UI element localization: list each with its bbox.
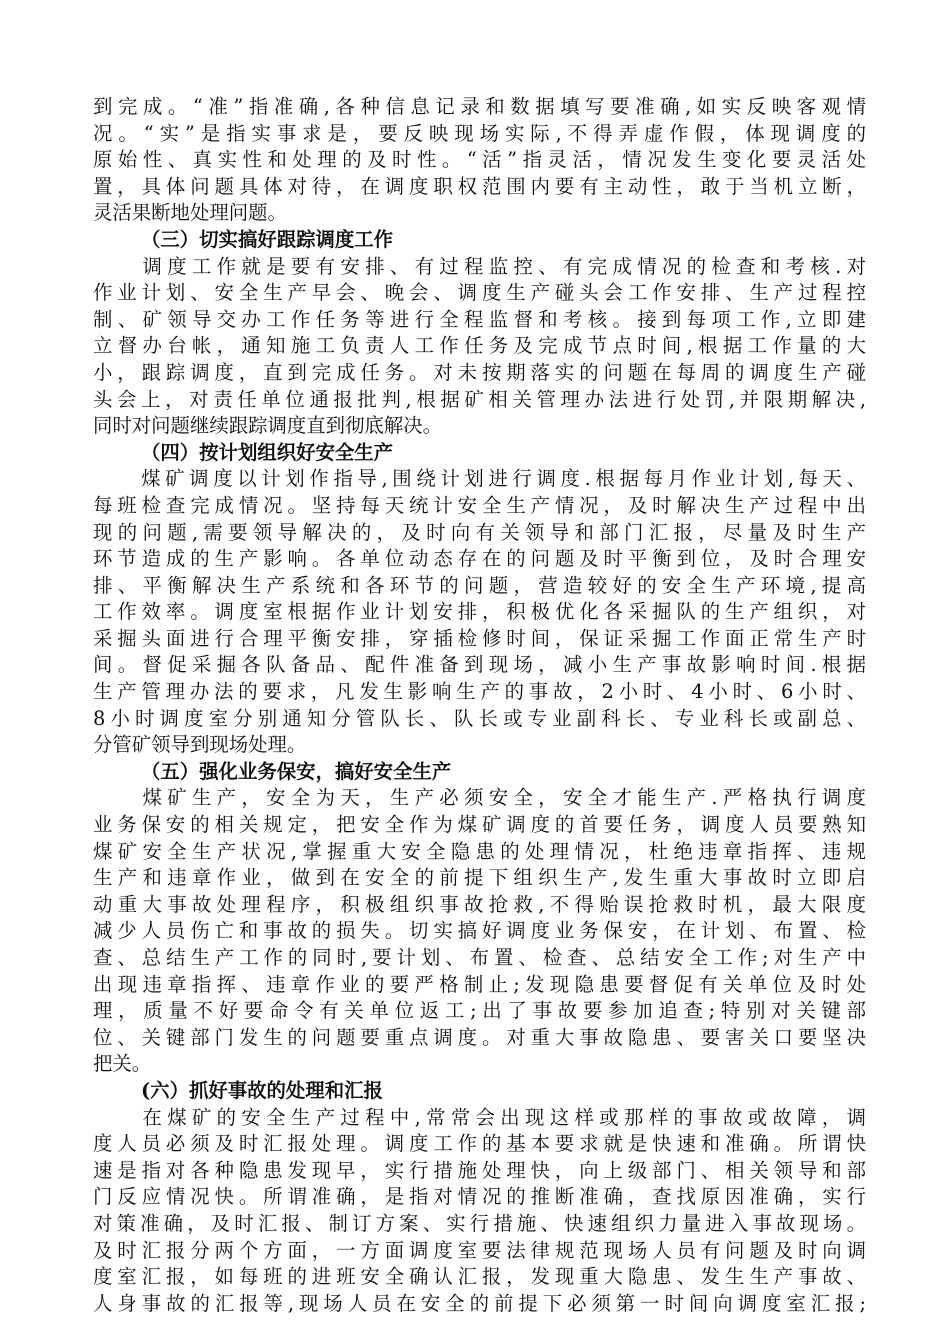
text-line: 灵活果断地处理问题。 (93, 201, 287, 225)
text-line: 现的问题,需要领导解决的，及时向有关领导和部门汇报，尽量及时生产 (93, 520, 866, 544)
text-line: 出现违章指挥、违章作业的要严格制止;发现隐患要督促有关单位及时处 (93, 972, 866, 996)
text-line: 况。“实”是指实事求是，要反映现场实际,不得弄虚作假，体现调度的 (93, 121, 866, 145)
section-5 (93, 759, 866, 1078)
text-line: 把关。 (93, 1052, 152, 1076)
text-line: 调度工作就是要有安排、有过程监控、有完成情况的检查和考核.对 (93, 254, 866, 278)
text-line: 间。督促采掘各队备品、配件准备到现场，减小生产事故影响时间.根据 (93, 653, 866, 677)
paragraph-continuation (93, 94, 866, 227)
text-line: 制、矿领导交办工作任务等进行全程监督和考核。接到每项工作,立即建 (93, 307, 866, 331)
section-4 (93, 440, 866, 759)
text-line: 小，跟踪调度，直到完成任务。对未按期落实的问题在每周的调度生产碰 (93, 360, 866, 384)
text-line: 立督办台帐，通知施工负责人工作任务及完成节点时间,根据工作量的大 (93, 334, 866, 358)
text-line: 及时汇报分两个方面，一方面调度室要法律规范现场人员有问题及时向调 (93, 1238, 866, 1262)
text-line: 理，质量不好要命令有关单位返工;出了事故要参加追查;特别对关键部 (93, 999, 866, 1023)
section-heading: （四）按计划组织好安全生产 (141, 440, 394, 464)
text-line: 度人员必须及时汇报处理。调度工作的基本要求就是快速和准确。所谓快 (93, 1132, 866, 1156)
text-line: 煤矿调度以计划作指导,围绕计划进行调度.根据每月作业计划,每天、 (93, 467, 866, 491)
text-line: 头会上，对责任单位通报批判,根据矿相关管理办法进行处罚,并限期解决, (93, 387, 866, 411)
section-3 (93, 227, 866, 440)
text-line: 煤矿生产，安全为天，生产必须安全，安全才能生产.严格执行调度 (93, 786, 866, 810)
text-line: 度室汇报，如每班的进班安全确认汇报，发现重大隐患、发生生产事故、 (93, 1265, 866, 1289)
text-line: 速是指对各种隐患发现早，实行措施处理快，向上级部门、相关领导和部 (93, 1158, 866, 1182)
text-line: 查、总结生产工作的同时,要计划、布置、检查、总结安全工作;对生产中 (93, 946, 866, 969)
section-heading: （五）强化业务保安，搞好安全生产 (141, 759, 452, 783)
text-line: 生产和违章作业，做到在安全的前提下组织生产,发生重大事故时立即启 (93, 866, 866, 890)
text-line: 同时对问题继续跟踪调度直到彻底解决。 (93, 414, 443, 438)
text-line: 原始性、真实性和处理的及时性。“活”指灵活，情况发生变化要灵活处 (93, 148, 866, 172)
text-line: 8小时调度室分别通知分管队长、队长或专业副科长、专业科长或副总、 (93, 706, 866, 730)
text-line: 在煤矿的安全生产过程中,常常会出现这样或那样的事故或故障，调 (93, 1105, 866, 1129)
text-line: 生产管理办法的要求，凡发生影响生产的事故，2小时、4小时、6小时、 (93, 680, 866, 704)
text-line: 排、平衡解决生产系统和各环节的问题，营造较好的安全生产环境,提高 (93, 573, 866, 597)
text-line: 环节造成的生产影响。各单位动态存在的问题及时平衡到位，及时合理安 (93, 547, 866, 571)
text-line: 每班检查完成情况。坚持每天统计安全生产情况，及时解决生产过程中出 (93, 493, 866, 517)
text-line: 作业计划、安全生产早会、晚会、调度生产碰头会工作安排、生产过程控 (93, 281, 866, 305)
text-line: 对策准确，及时汇报、制订方案、实行措施、快速组织力量进入事故现场。 (93, 1211, 866, 1235)
text-line: 人身事故的汇报等,现场人员在安全的前提下必须第一时间向调度室汇报; (93, 1291, 866, 1315)
text-line: 工作效率。调度室根据作业计划安排，积极优化各采掘队的生产组织，对 (93, 600, 866, 624)
text-line: 动重大事故处理程序，积极组织事故抢救,不得贻误抢救时机，最大限度 (93, 892, 866, 916)
text-line: 煤矿安全生产状况,掌握重大安全隐患的处理情况，杜绝违章指挥、违规 (93, 839, 866, 863)
text-line: 到完成。“准”指准确,各种信息记录和数据填写要准确,如实反映客观情 (93, 95, 866, 118)
section-heading: （三）切实搞好跟踪调度工作 (141, 227, 394, 251)
text-line: 门反应情况快。所谓准确，是指对情况的推断准确，查找原因准确，实行 (93, 1185, 866, 1209)
text-line: 位、关键部门发生的问题要重点调度。对重大事故隐患、要害关口要坚决 (93, 1025, 866, 1049)
text-line: 采掘头面进行合理平衡安排，穿插检修时间，保证采掘工作面正常生产时 (93, 626, 866, 650)
section-heading: (六）抓好事故的处理和汇报 (141, 1078, 383, 1102)
text-line: 置，具体问题具体对待，在调度职权范围内要有主动性，敢于当机立断， (93, 174, 866, 198)
text-line: 减少人员伤亡和事故的损失。切实搞好调度业务保安，在计划、布置、检 (93, 919, 866, 943)
text-line: 业务保安的相关规定，把安全作为煤矿调度的首要任务，调度人员要熟知 (93, 813, 866, 837)
section-6 (93, 1078, 866, 1317)
text-line: 分管矿领导到现场处理。 (93, 733, 307, 757)
